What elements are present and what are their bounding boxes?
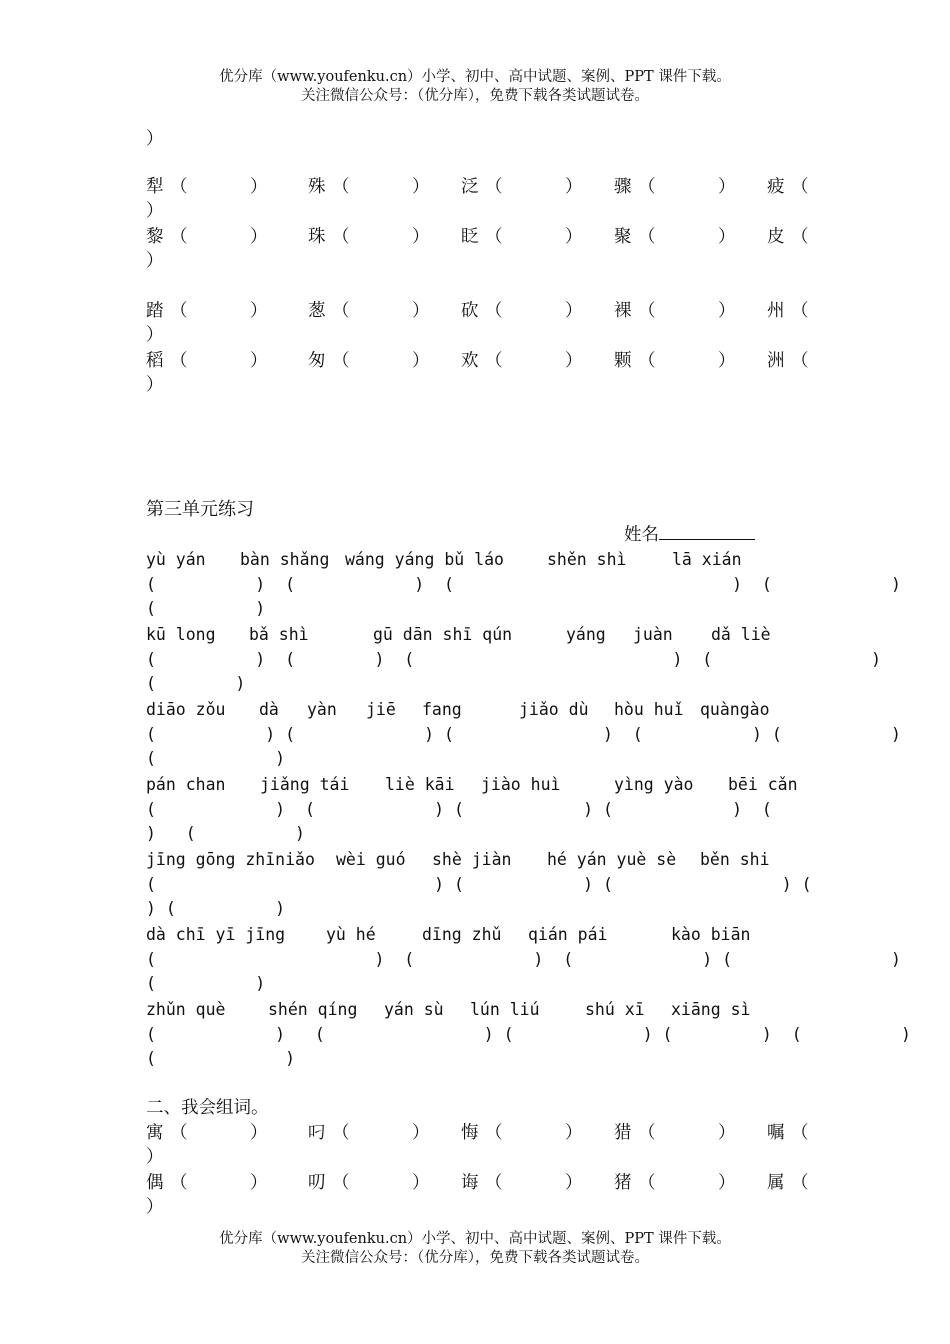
pinyin-word: dīng zhǔ [422,925,502,944]
pinyin-word: liè kāi [385,775,455,794]
blank-open[interactable]: （ [170,1173,188,1193]
pinyin-word: yù yán [146,550,206,569]
blank-close: ） [412,1123,430,1143]
pinyin-word: dà [259,700,279,719]
blank-close: ） [718,177,736,197]
blank-open[interactable]: （ [638,177,656,197]
answer-blanks[interactable]: ( ) ( ) ( ) ( ) ( [146,800,772,819]
blank-close: ） [565,351,583,371]
pinyin-word: pán chan [146,775,226,794]
pinyin-word: bàn shǎng [240,550,330,569]
answer-blanks[interactable]: ( ) ( ) ( ) ( ) ( ) [146,1025,911,1044]
blank-close: ） [565,227,583,247]
answer-blanks[interactable]: ( ) ( ) ( ) ( ) [146,575,901,594]
word-char: 叨 [308,1173,326,1193]
blank-close: ） [250,1173,268,1193]
header-line-1: 优分库（www.youfenku.cn）小学、初中、高中试题、案例、PPT 课件下载。 [219,69,731,85]
blank-open[interactable]: （ [638,1173,656,1193]
blank-open[interactable]: （ [332,1123,350,1143]
blank-open[interactable]: （ [791,177,809,197]
word-char: 皮 [767,227,785,247]
blank-open[interactable]: （ [332,177,350,197]
word-char: 猪 [614,1173,632,1193]
word-char: 属 [767,1173,785,1193]
blank-open[interactable]: （ [638,351,656,371]
pinyin-word: diāo zǒu [146,700,226,719]
blank-open[interactable]: （ [332,351,350,371]
pinyin-word: běn shi [700,850,770,869]
blank-open[interactable]: （ [485,1123,503,1143]
blank-open[interactable]: （ [170,301,188,321]
blank-close-wrapped: ） [146,251,164,271]
word-char: 砍 [461,301,479,321]
pinyin-word: kū long [146,625,216,644]
footer-line-1: 优分库（www.youfenku.cn）小学、初中、高中试题、案例、PPT 课件下载。 [219,1231,731,1247]
blank-close-wrapped: ） [146,1147,164,1167]
pinyin-word: qián pái [528,925,608,944]
word-char: 聚 [614,227,632,247]
answer-blanks-wrap[interactable]: ( ) [146,974,266,993]
blank-open[interactable]: （ [791,227,809,247]
blank-close-wrapped: ） [146,325,164,345]
answer-blanks-wrap[interactable]: ( ) [146,749,286,768]
word-char: 裸 [614,301,632,321]
blank-open[interactable]: （ [170,351,188,371]
answer-blanks[interactable]: ( ) ( ) ( ) ( ) [146,950,901,969]
blank-close: ） [565,1123,583,1143]
word-char: 疲 [767,177,785,197]
word-char: 匆 [308,351,326,371]
pinyin-word: yàn [307,700,337,719]
pinyin-word: juàn [633,625,673,644]
blank-open[interactable]: （ [170,227,188,247]
blank-close: ） [718,1123,736,1143]
blank-open[interactable]: （ [791,301,809,321]
blank-open[interactable]: （ [170,1123,188,1143]
unit-title: 第三单元练习 [146,499,254,520]
word-char: 猎 [614,1123,632,1143]
pinyin-word: xiāng sì [671,1000,751,1019]
pinyin-word: wáng yáng bǔ láo [345,550,504,569]
blank-open[interactable]: （ [170,177,188,197]
answer-blanks[interactable]: ( ) ( ) ( ) ( [146,875,812,894]
word-char: 踏 [146,301,164,321]
answer-blanks-wrap[interactable]: ( ) [146,599,266,618]
word-char: 欢 [461,351,479,371]
name-underline [659,523,755,540]
pinyin-word: yán sù [384,1000,444,1019]
pinyin-word: shè jiàn [432,850,512,869]
pinyin-word: jiē [366,700,396,719]
blank-close: ） [250,351,268,371]
pinyin-word: yìng yào [614,775,694,794]
word-char: 诲 [461,1173,479,1193]
word-char: 骤 [614,177,632,197]
blank-close: ） [412,227,430,247]
section2-title: 二、我会组词。 [146,1098,269,1118]
pinyin-word: bǎ shì [249,625,309,644]
answer-blanks-wrap[interactable]: ) ( ) [146,824,305,843]
word-char: 葱 [308,301,326,321]
blank-close: ） [412,177,430,197]
pinyin-word: bēi cǎn [728,775,798,794]
blank-close: ） [412,351,430,371]
word-char: 寓 [146,1123,164,1143]
blank-close: ） [250,227,268,247]
blank-open[interactable]: （ [485,177,503,197]
pinyin-word: jīng gōng zhīniǎo [146,850,315,869]
pinyin-word: kào biān [671,925,751,944]
pinyin-word: shén qíng [268,1000,358,1019]
pinyin-word: zhǔn què [146,1000,226,1019]
answer-blanks[interactable]: ( ) ( ) ( ) ( ) ( ) [146,725,901,744]
blank-open[interactable]: （ [791,1173,809,1193]
footer-line-2: 关注微信公众号：（优分库），免费下载各类试题试卷。 [301,1250,649,1266]
blank-open[interactable]: （ [638,1123,656,1143]
word-char: 偶 [146,1173,164,1193]
pinyin-word: lā xián [672,550,742,569]
name-field [624,523,755,547]
word-char: 黎 [146,227,164,247]
orphan-paren: ） [146,129,164,149]
blank-open[interactable]: （ [485,301,503,321]
word-char: 眨 [461,227,479,247]
blank-close: ） [250,301,268,321]
blank-close: ） [250,177,268,197]
answer-blanks-wrap[interactable]: ( ) [146,674,246,693]
blank-close-wrapped: ） [146,1197,164,1217]
blank-open[interactable]: （ [485,351,503,371]
answer-blanks-wrap[interactable]: ( ) [146,1049,296,1068]
pinyin-word: jiào huì [481,775,561,794]
blank-close: ） [718,351,736,371]
pinyin-word: yáng [566,625,606,644]
word-char: 犁 [146,177,164,197]
blank-open[interactable]: （ [791,351,809,371]
pinyin-word: gū dān shī qún [373,625,513,644]
pinyin-word: fang [422,700,462,719]
blank-close: ） [565,1173,583,1193]
pinyin-word: quàngào [700,700,770,719]
word-char: 嘱 [767,1123,785,1143]
answer-blanks-wrap[interactable]: ) ( ) [146,899,286,918]
pinyin-word: lún liú [470,1000,540,1019]
blank-close: ） [718,301,736,321]
word-char: 泛 [461,177,479,197]
pinyin-word: hé yán yuè sè [547,850,677,869]
blank-open[interactable]: （ [332,301,350,321]
blank-open[interactable]: （ [332,1173,350,1193]
blank-close: ） [718,227,736,247]
blank-close: ） [718,1173,736,1193]
blank-close: ） [565,301,583,321]
header-line-2: 关注微信公众号：（优分库），免费下载各类试题试卷。 [301,88,649,104]
blank-open[interactable]: （ [791,1123,809,1143]
blank-open[interactable]: （ [638,301,656,321]
blank-open[interactable]: （ [485,227,503,247]
answer-blanks[interactable]: ( ) ( ) ( ) ( ) [146,650,882,669]
word-char: 洲 [767,351,785,371]
pinyin-word: yù hé [326,925,376,944]
blank-close: ） [412,301,430,321]
blank-open[interactable]: （ [638,227,656,247]
blank-close-wrapped: ） [146,375,164,395]
word-char: 悔 [461,1123,479,1143]
pinyin-word: jiǎng tái [260,775,350,794]
blank-close: ） [412,1173,430,1193]
word-char: 颗 [614,351,632,371]
name-label: 姓名 [624,525,659,545]
word-char: 州 [767,301,785,321]
word-char: 叼 [308,1123,326,1143]
word-char: 稻 [146,351,164,371]
pinyin-word: hòu huǐ [614,700,684,719]
blank-close: ） [565,177,583,197]
word-char: 珠 [308,227,326,247]
blank-open[interactable]: （ [332,227,350,247]
blank-close: ） [250,1123,268,1143]
word-char: 殊 [308,177,326,197]
blank-open[interactable]: （ [485,1173,503,1193]
pinyin-word: jiǎo dù [519,700,589,719]
pinyin-word: shěn shì [547,550,627,569]
pinyin-word: dǎ liè [711,625,771,644]
pinyin-word: wèi guó [336,850,406,869]
pinyin-word: dà chī yī jīng [146,925,286,944]
blank-close-wrapped: ） [146,201,164,221]
pinyin-word: shú xī [585,1000,645,1019]
